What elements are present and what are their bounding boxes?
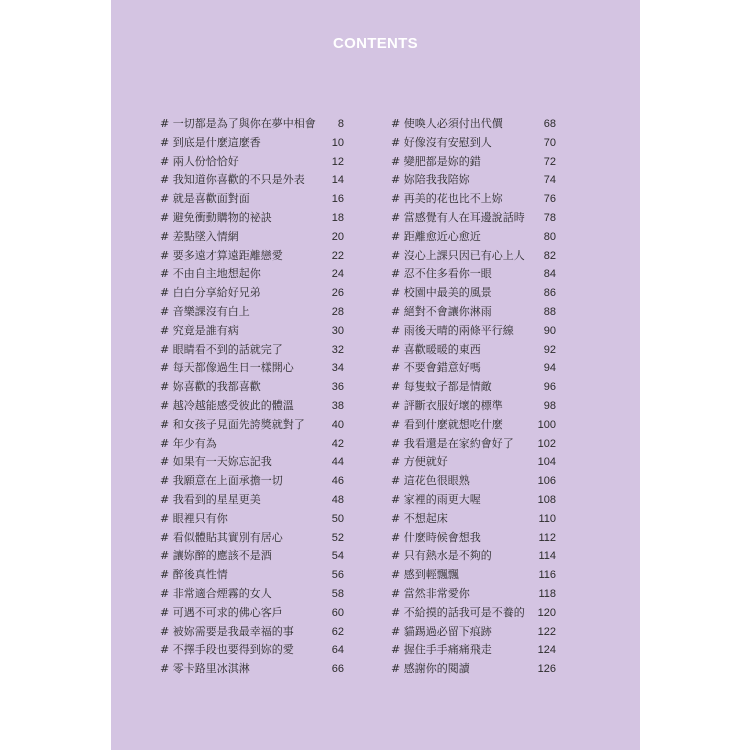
toc-entry xyxy=(391,623,556,642)
toc-entry-title: # 眼睛看不到的話就完了 xyxy=(160,342,283,356)
toc-entry xyxy=(160,566,344,585)
toc-entry-page-number: 52 xyxy=(331,531,344,544)
toc-entry xyxy=(391,134,556,153)
toc-entry xyxy=(160,397,344,416)
toc-entry-title: # 我知道你喜歡的不只是外表 xyxy=(160,173,305,187)
toc-entry-title: # 我看還是在家約會好了 xyxy=(391,436,514,450)
toc-entry xyxy=(160,378,344,397)
toc-entry-title: # 零卡路里冰淇淋 xyxy=(160,662,250,676)
toc-entry xyxy=(391,435,556,454)
toc-entry-page-number: 98 xyxy=(543,399,556,412)
toc-entry-page-number: 26 xyxy=(331,287,344,300)
toc-entry-title: # 越冷越能感受彼此的體溫 xyxy=(160,398,294,412)
toc-entry-page-number: 96 xyxy=(543,381,556,394)
toc-entry-title: # 一切都是為了與你在夢中相會 xyxy=(160,117,316,130)
toc-entry-title: # 醉後真性情 xyxy=(160,568,228,582)
toc-entry xyxy=(391,585,556,604)
toc-entry xyxy=(160,510,344,529)
toc-entry-page-number: 82 xyxy=(543,249,556,262)
toc-entry-title: # 不由自主地想起你 xyxy=(160,267,261,281)
toc-right-column xyxy=(391,115,556,679)
toc-entry xyxy=(160,641,344,660)
toc-entry-title: # 每天都像過生日一樣開心 xyxy=(160,361,294,375)
toc-entry xyxy=(160,416,344,435)
toc-entry-title: # 和女孩子見面先誇獎就對了 xyxy=(160,417,305,431)
toc-entry-page-number: 116 xyxy=(538,569,556,582)
toc-entry-title: # 忍不住多看你一眼 xyxy=(391,267,492,281)
toc-entry xyxy=(391,341,556,360)
toc-entry-page-number: 74 xyxy=(543,174,556,187)
toc-entry-page-number: 48 xyxy=(331,493,344,506)
toc-entry xyxy=(391,322,556,341)
toc-entry xyxy=(391,604,556,623)
toc-entry xyxy=(160,115,344,134)
toc-entry xyxy=(391,566,556,585)
toc-entry xyxy=(160,341,344,360)
toc-entry-title: # 被妳需要是我最幸福的事 xyxy=(160,624,294,638)
toc-entry-page-number: 68 xyxy=(543,118,556,130)
toc-entry xyxy=(160,529,344,548)
toc-entry-title: # 貓踢過必留下痕跡 xyxy=(391,624,492,638)
contents-page xyxy=(111,0,640,750)
toc-entry-page-number: 54 xyxy=(331,550,344,563)
toc-entry-page-number: 108 xyxy=(537,493,556,506)
toc-entry xyxy=(391,397,556,416)
toc-entry xyxy=(160,359,344,378)
toc-entry xyxy=(160,265,344,284)
toc-entry-page-number: 50 xyxy=(331,512,344,525)
toc-entry xyxy=(160,153,344,172)
toc-entry xyxy=(160,660,344,679)
toc-entry-title: # 妳喜歡的我都喜歡 xyxy=(160,380,261,394)
toc-entry-page-number: 58 xyxy=(331,587,344,600)
toc-entry xyxy=(391,303,556,322)
toc-entry-title: # 每隻蚊子都是情敵 xyxy=(391,380,492,394)
toc-entry-title: # 距離愈近心愈近 xyxy=(391,229,481,243)
toc-entry-title: # 變肥都是妳的錯 xyxy=(391,154,481,168)
toc-entry-page-number: 122 xyxy=(537,625,556,638)
toc-entry-title: # 可遇不可求的佛心客戶 xyxy=(160,605,283,619)
toc-entry xyxy=(160,134,344,153)
toc-entry xyxy=(391,510,556,529)
toc-entry-title: # 就是喜歡面對面 xyxy=(160,192,250,206)
page-title: CONTENTS xyxy=(333,35,418,52)
toc-entry-page-number: 34 xyxy=(331,362,344,375)
toc-entry xyxy=(391,416,556,435)
toc-entry-title: # 雨後天晴的兩條平行線 xyxy=(391,323,514,337)
toc-entry-page-number: 36 xyxy=(331,381,344,394)
toc-entry-title: # 這花色很眼熟 xyxy=(391,474,470,488)
toc-entry-title: # 當感覺有人在耳邊說話時 xyxy=(391,210,525,224)
toc-entry-title: # 兩人份恰恰好 xyxy=(160,154,239,168)
toc-entry-page-number: 64 xyxy=(331,644,344,657)
toc-entry-title: # 音樂課沒有白上 xyxy=(160,304,250,318)
toc-entry xyxy=(391,359,556,378)
toc-entry-page-number: 20 xyxy=(331,230,344,243)
toc-entry xyxy=(391,265,556,284)
toc-entry-page-number: 24 xyxy=(331,268,344,281)
toc-entry-page-number: 88 xyxy=(543,305,556,318)
toc-entry-page-number: 22 xyxy=(331,249,344,262)
toc-entry xyxy=(391,284,556,303)
toc-entry xyxy=(160,435,344,454)
toc-entry-title: # 不要會錯意好嗎 xyxy=(391,361,481,375)
toc-entry-page-number: 120 xyxy=(537,606,556,619)
toc-entry-page-number: 10 xyxy=(331,136,344,149)
toc-entry-page-number: 60 xyxy=(331,606,344,619)
toc-entry-page-number: 102 xyxy=(537,437,556,450)
toc-entry-title: # 差點墜入情網 xyxy=(160,229,239,243)
toc-entry-title: # 再美的花也比不上妳 xyxy=(391,192,503,206)
toc-entry-page-number: 110 xyxy=(538,512,556,525)
toc-entry xyxy=(391,171,556,190)
toc-entry xyxy=(391,153,556,172)
toc-entry-page-number: 40 xyxy=(331,418,344,431)
toc-entry xyxy=(160,303,344,322)
toc-entry-title: # 我願意在上面承擔一切 xyxy=(160,474,283,488)
toc-entry xyxy=(160,228,344,247)
toc-entry xyxy=(160,190,344,209)
toc-entry-page-number: 56 xyxy=(331,569,344,582)
toc-entry-page-number: 72 xyxy=(543,155,556,168)
toc-entry xyxy=(391,641,556,660)
toc-entry-title: # 年少有為 xyxy=(160,436,217,450)
toc-entry-title: # 如果有一天妳忘記我 xyxy=(160,455,272,469)
toc-entry-title: # 好像沒有安慰到人 xyxy=(391,135,492,149)
toc-entry-title: # 只有熱水是不夠的 xyxy=(391,549,492,563)
toc-entry xyxy=(391,378,556,397)
toc-entry-page-number: 114 xyxy=(538,550,556,563)
toc-entry-page-number: 12 xyxy=(331,155,344,168)
toc-entry-title: # 看到什麼就想吃什麼 xyxy=(391,417,503,431)
toc-entry xyxy=(391,491,556,510)
toc-entry xyxy=(160,209,344,228)
toc-entry-page-number: 112 xyxy=(538,531,556,544)
toc-entry-page-number: 92 xyxy=(543,343,556,356)
toc-entry-title: # 校園中最美的風景 xyxy=(391,286,492,300)
toc-entry-title: # 妳陪我我陪妳 xyxy=(391,173,470,187)
toc-entry-page-number: 100 xyxy=(537,418,556,431)
toc-entry-page-number: 46 xyxy=(331,475,344,488)
toc-entry-title: # 我看到的星星更美 xyxy=(160,492,261,506)
toc-entry xyxy=(391,190,556,209)
toc-entry-title: # 評斷衣服好壞的標準 xyxy=(391,398,503,412)
toc-entry xyxy=(391,247,556,266)
toc-entry-page-number: 30 xyxy=(331,324,344,337)
toc-entry-page-number: 70 xyxy=(543,136,556,149)
toc-entry xyxy=(160,604,344,623)
toc-entry-title: # 不想起床 xyxy=(391,511,448,525)
toc-entry xyxy=(391,453,556,472)
toc-entry-page-number: 8 xyxy=(337,118,344,130)
toc-entry-page-number: 66 xyxy=(331,663,344,676)
toc-entry-page-number: 38 xyxy=(331,399,344,412)
toc-entry xyxy=(160,472,344,491)
toc-entry-page-number: 126 xyxy=(537,663,556,676)
toc-entry-title: # 白白分享給好兄弟 xyxy=(160,286,261,300)
toc-entry-page-number: 18 xyxy=(331,211,344,224)
toc-entry-page-number: 106 xyxy=(537,475,556,488)
toc-entry-title: # 要多遠才算遠距離戀愛 xyxy=(160,248,283,262)
toc-entry-title: # 感到輕飄飄 xyxy=(391,568,459,582)
toc-entry-title: # 使喚人必須付出代價 xyxy=(391,117,503,130)
toc-entry-title: # 看似體貼其實別有居心 xyxy=(160,530,283,544)
toc-entry-page-number: 42 xyxy=(331,437,344,450)
toc-entry xyxy=(160,491,344,510)
toc-entry-page-number: 78 xyxy=(543,211,556,224)
toc-entry-page-number: 76 xyxy=(543,193,556,206)
toc-entry-page-number: 62 xyxy=(331,625,344,638)
toc-entry-title: # 讓妳醉的應該不是酒 xyxy=(160,549,272,563)
toc-entry xyxy=(160,284,344,303)
toc-entry-title: # 避免衝動購物的祕訣 xyxy=(160,210,272,224)
toc-entry xyxy=(391,228,556,247)
toc-entry-title: # 究竟是誰有病 xyxy=(160,323,239,337)
toc-entry-title: # 感謝你的閱讀 xyxy=(391,662,470,676)
toc-entry xyxy=(160,623,344,642)
toc-entry-page-number: 32 xyxy=(331,343,344,356)
toc-entry-title: # 什麼時候會想我 xyxy=(391,530,481,544)
toc-entry xyxy=(160,453,344,472)
toc-entry-title: # 不給摸的話我可是不養的 xyxy=(391,605,525,619)
toc-entry-title: # 沒心上課只因已有心上人 xyxy=(391,248,525,262)
toc-entry-page-number: 94 xyxy=(543,362,556,375)
toc-entry-page-number: 28 xyxy=(331,305,344,318)
toc-entry-title: # 握住手手痛痛飛走 xyxy=(391,643,492,657)
toc-entry-title: # 眼裡只有你 xyxy=(160,511,228,525)
toc-entry-page-number: 124 xyxy=(537,644,556,657)
toc-entry-page-number: 104 xyxy=(537,456,556,469)
toc-entry-page-number: 16 xyxy=(331,193,344,206)
toc-entry-title: # 當然非常愛你 xyxy=(391,586,470,600)
toc-entry xyxy=(391,660,556,679)
toc-entry-page-number: 84 xyxy=(543,268,556,281)
toc-entry-title: # 不擇手段也要得到妳的愛 xyxy=(160,643,294,657)
toc-entry xyxy=(391,115,556,134)
toc-entry xyxy=(391,529,556,548)
toc-entry xyxy=(391,209,556,228)
toc-entry xyxy=(391,472,556,491)
toc-entry xyxy=(160,171,344,190)
toc-entry xyxy=(391,547,556,566)
toc-entry-page-number: 14 xyxy=(331,174,344,187)
toc-entry-page-number: 118 xyxy=(538,587,556,600)
toc-entry-title: # 喜歡暖暖的東西 xyxy=(391,342,481,356)
toc-entry-page-number: 80 xyxy=(543,230,556,243)
toc-entry-page-number: 86 xyxy=(543,287,556,300)
toc-entry-title: # 家裡的雨更大喔 xyxy=(391,492,481,506)
toc-entry-page-number: 44 xyxy=(331,456,344,469)
toc-entry-page-number: 90 xyxy=(543,324,556,337)
toc-entry xyxy=(160,247,344,266)
toc-entry xyxy=(160,322,344,341)
toc-entry xyxy=(160,585,344,604)
toc-entry-title: # 非常適合煙霧的女人 xyxy=(160,586,272,600)
toc-entry-title: # 方便就好 xyxy=(391,455,448,469)
toc-entry-title: # 到底是什麼這麼香 xyxy=(160,135,261,149)
toc-entry-title: # 絕對不會讓你淋雨 xyxy=(391,304,492,318)
toc-entry xyxy=(160,547,344,566)
toc-left-column xyxy=(160,115,344,679)
